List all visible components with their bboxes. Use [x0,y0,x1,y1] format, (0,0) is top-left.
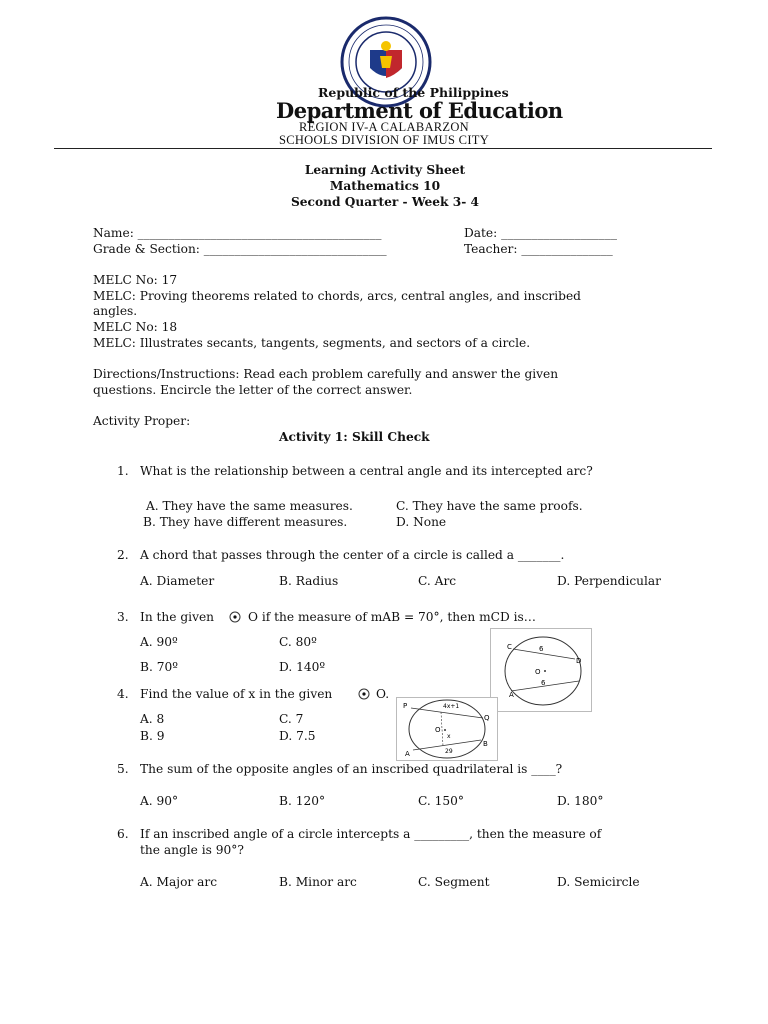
melc-18-text: MELC: Illustrates secants, tangents, segments, and sectors of a circle. [93,336,531,350]
fig3-label-c: C [507,643,512,651]
activity-title: Activity 1: Skill Check [279,430,430,444]
q2-number: 2. [117,548,129,562]
q6-text-line1: If an inscribed angle of a circle intercepts a _________, then the measure of [140,827,602,841]
q2-option-a[interactable]: A. Diameter [140,574,215,588]
fig4-label-o: O [435,726,441,734]
name-field[interactable]: Name: ________________________________________ [93,226,382,240]
region-line: REGION IV-A CALABARZON [298,120,470,134]
q2-option-d[interactable]: D. Perpendicular [557,574,662,588]
date-field[interactable]: Date: ___________________ [464,226,617,240]
q1-option-c[interactable]: C. They have the same proofs. [396,499,583,513]
fig3-label-d: D [576,657,582,665]
teacher-field[interactable]: Teacher: _______________ [464,242,613,256]
q5-number: 5. [117,762,129,776]
melc-17-text-cont: angles. [93,304,138,318]
q1-option-b[interactable]: B. They have different measures. [143,515,348,529]
sheet-title: Learning Activity Sheet [304,163,466,177]
fig4-label-q: Q [484,714,490,722]
q6-option-a[interactable]: A. Major arc [140,875,218,889]
fig4-number: 29 [445,748,453,755]
q2-text: A chord that passes through the center of a circle is called a _______. [140,548,565,562]
q5-option-a[interactable]: A. 90° [140,794,179,808]
q4-text-post: O. [376,687,390,701]
fig4-expression: 4x+1 [443,703,460,710]
q6-number: 6. [117,827,129,841]
q1-option-d[interactable]: D. None [396,515,447,529]
q4-text-pre: Find the value of x in the given [140,687,333,701]
q4-option-d[interactable]: D. 7.5 [279,729,316,743]
q4-option-b[interactable]: B. 9 [140,729,165,743]
q1-number: 1. [117,464,129,478]
q2-option-b[interactable]: B. Radius [279,574,339,588]
q5-option-c[interactable]: C. 150° [418,794,464,808]
circle-symbol-icon [358,688,370,700]
q3-text-pre: In the given [140,610,215,624]
fig3-length-bottom: 6 [541,679,546,687]
q2-option-c[interactable]: C. Arc [418,574,457,588]
q4-option-c[interactable]: C. 7 [279,712,304,726]
q5-text: The sum of the opposite angles of an inscribed quadrilateral is ____? [140,762,563,776]
fig4-label-x: x [447,733,451,740]
q3-option-a[interactable]: A. 90º [140,635,178,649]
grade-section-field[interactable]: Grade & Section: ______________________________ [93,242,387,256]
q4-option-a[interactable]: A. 8 [140,712,165,726]
q4-circle-figure [396,697,498,761]
q6-text-line2: the angle is 90°? [140,843,244,857]
melc-no-17: MELC No: 17 [93,273,178,287]
fig3-label-o: O [535,668,541,676]
fig3-length-top: 6 [539,645,544,653]
directions-line1: Directions/Instructions: Read each problem carefully and answer the given [93,367,559,381]
q4-number: 4. [117,687,129,701]
q3-circle-figure [490,628,592,712]
q6-option-b[interactable]: B. Minor arc [279,875,357,889]
q3-number: 3. [117,610,129,624]
republic-line: Republic of the Philippines [318,85,509,100]
fig4-label-a: A [405,750,410,758]
division-line: SCHOOLS DIVISION OF IMUS CITY [278,133,490,147]
directions-line2: questions. Encircle the letter of the correct answer. [93,383,413,397]
q3-option-c[interactable]: C. 80º [279,635,317,649]
q6-option-c[interactable]: C. Segment [418,875,490,889]
q5-option-d[interactable]: D. 180° [557,794,604,808]
melc-no-18: MELC No: 18 [93,320,178,334]
fig3-label-a: A [509,691,514,699]
fig4-label-p: P [403,702,408,710]
q3-option-d[interactable]: D. 140º [279,660,326,674]
q6-option-d[interactable]: D. Semicircle [557,875,640,889]
q3-text-post: O if the measure of mAB = 70°, then mCD is… [248,610,536,624]
q1-option-a[interactable]: A. They have the same measures. [146,499,353,513]
header-divider [54,148,712,149]
q5-option-b[interactable]: B. 120° [279,794,326,808]
q3-option-b[interactable]: B. 70º [140,660,178,674]
quarter-title: Second Quarter - Week 3- 4 [290,195,480,209]
melc-17-text: MELC: Proving theorems related to chords, arcs, central angles, and inscribed [93,289,581,303]
fig4-label-b: B [483,740,488,748]
activity-proper-label: Activity Proper: [93,414,191,428]
circle-symbol-icon [229,611,241,623]
subject-title: Mathematics 10 [329,179,441,193]
department-line: Department of Education [276,98,563,123]
q1-text: What is the relationship between a central angle and its intercepted arc? [140,464,593,478]
